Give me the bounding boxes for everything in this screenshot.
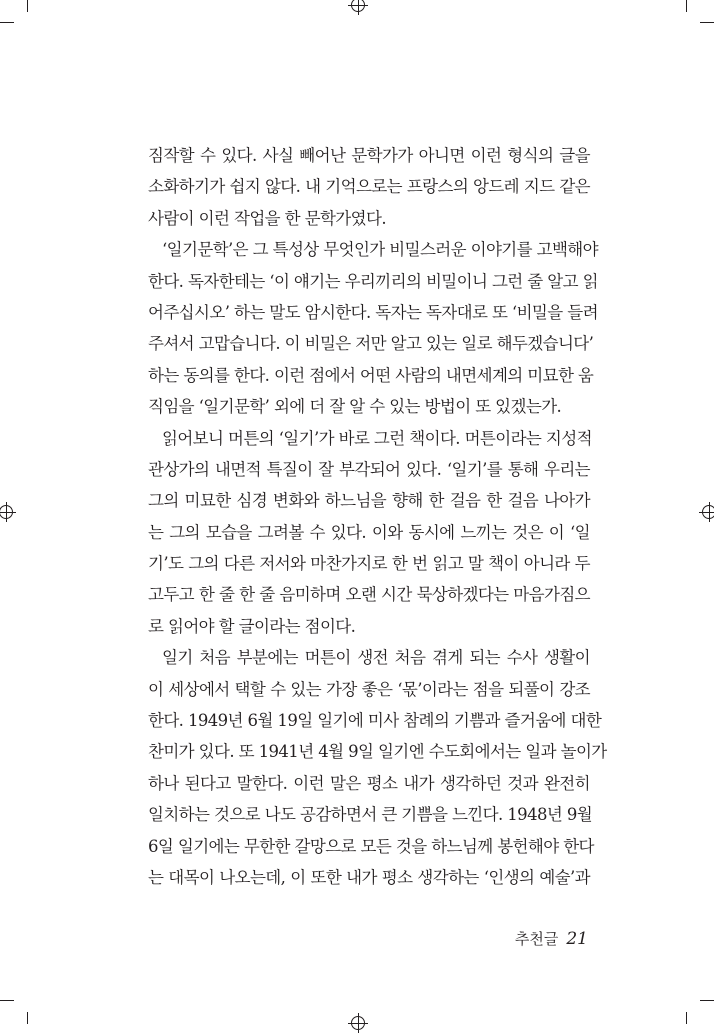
text-line: 그의 미묘한 심경 변화와 하느님을 향해 한 걸음 한 걸음 나아가: [148, 491, 590, 511]
crop-mark: [27, 0, 28, 12]
page-number: 21: [566, 929, 588, 949]
text-line: 짐작할 수 있다. 사실 빼어난 문학가가 아니면 이런 형식의 글을: [148, 146, 590, 165]
crop-mark: [686, 1012, 687, 1024]
text-line: 로 읽어야 할 글이라는 점이다.: [148, 616, 356, 636]
crop-mark: [0, 1000, 14, 1001]
crop-mark: [686, 0, 687, 12]
text-line: 소화하기가 쉽지 않다. 내 기억으로는 프랑스의 앙드레 지드 같은: [148, 177, 590, 197]
text-line: 고두고 한 줄 한 줄 음미하며 오랜 시간 묵상하겠다는 마음가짐으: [148, 585, 590, 605]
crop-mark: [27, 1012, 28, 1024]
text-line: 한다. 1949년 6월 19일 일기에 미사 참례의 기쁨과 즐거움에 대한: [148, 711, 602, 731]
crop-mark: [700, 1000, 714, 1001]
registration-mark-top: [351, 0, 365, 12]
text-line: 일치하는 것으로 나도 공감하면서 큰 기쁨을 느낀다. 1948년 9월: [148, 805, 593, 825]
text-line: 직임을 ‘일기문학’ 외에 더 잘 알 수 있는 방법이 또 있겠는가.: [148, 397, 562, 417]
registration-mark-left: [0, 505, 13, 519]
text-line: 하는 동의를 한다. 이런 점에서 어떤 사람의 내면세계의 미묘한 움: [148, 365, 594, 385]
crop-mark: [700, 22, 714, 23]
crop-mark: [0, 22, 14, 23]
body-text: [148, 140, 607, 893]
text-line: 하나 된다고 말한다. 이런 말은 평소 내가 생각하던 것과 완전히: [148, 773, 590, 793]
page-footer: [515, 928, 588, 949]
text-line: ‘일기문학’은 그 특성상 무엇인가 비밀스러운 이야기를 고백해야: [162, 240, 598, 260]
text-line: 찬미가 있다. 또 1941년 4월 9일 일기엔 수도회에서는 일과 놀이가: [148, 742, 607, 762]
text-line: 는 대목이 나오는데, 이 또한 내가 평소 생각하는 ‘인생의 예술’과: [148, 867, 590, 887]
text-line: 기’도 그의 다른 저서와 마찬가지로 한 번 읽고 말 책이 아니라 두: [148, 554, 590, 574]
registration-mark-bottom: [351, 1016, 365, 1030]
text-line: 읽어보니 머튼의 ‘일기’가 바로 그런 책이다. 머튼이라는 지성적: [162, 428, 592, 448]
text-line: 관상가의 내면적 특질이 잘 부각되어 있다. ‘일기’를 통해 우리는: [148, 459, 590, 479]
text-line: 는 그의 모습을 그려볼 수 있다. 이와 동시에 느끼는 것은 이 ‘일: [148, 522, 590, 542]
text-line: 한다. 독자한테는 ‘이 얘기는 우리끼리의 비밀이니 그런 줄 알고 읽: [148, 271, 598, 291]
running-footer-section: 추천글: [514, 930, 559, 948]
text-line: 주셔서 고맙습니다. 이 비밀은 저만 알고 있는 일로 해두겠습니다’: [148, 334, 594, 354]
text-line: 어주십시오’ 하는 말도 암시한다. 독자는 독자대로 또 ‘비밀을 들려: [148, 302, 598, 322]
text-line: 6일 일기에는 무한한 갈망으로 모든 것을 하느님께 봉헌해야 한다: [148, 836, 594, 856]
text-line: 일기 처음 부분에는 머튼이 생전 처음 겪게 되는 수사 생활이: [162, 648, 590, 668]
text-line: 사람이 이런 작업을 한 문학가였다.: [148, 208, 386, 228]
text-line: 이 세상에서 택할 수 있는 가장 좋은 ‘몫’이라는 점을 되풀이 강조: [148, 679, 590, 699]
registration-mark-right: [702, 505, 714, 519]
